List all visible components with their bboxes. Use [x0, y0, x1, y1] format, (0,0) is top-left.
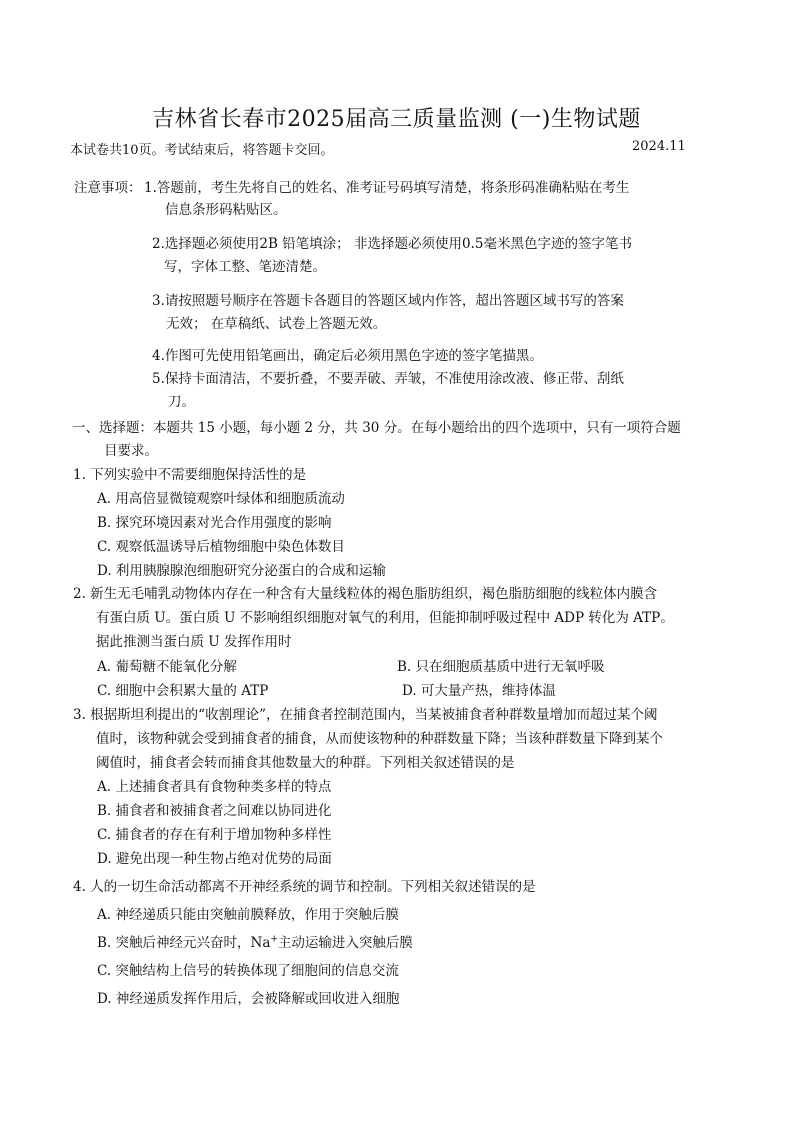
notice-item-1: 1.答题前，考生先将自己的姓名、准考证号码填写清楚，将条形码准确粘贴在考生: [144, 180, 630, 196]
notice-item-3: 3.请按照题号顺序在答题卡各题目的答题区域内作答，超出答题区域书写的答案: [152, 293, 624, 309]
question-3-option-c: C. 捕食者的存在有利于增加物种多样性: [97, 827, 332, 843]
page-title: 吉林省长春市2025届高三质量监测 (一)生物试题: [152, 107, 641, 132]
sodium-superscript: +: [270, 934, 278, 945]
question-2-stem-line1: 2. 新生无毛哺乳动物体内存在一种含有大量线粒体的褐色脂肪组织，褐色脂肪细胞的线粒体内膜含: [73, 586, 658, 602]
exam-date: 2024.11: [632, 139, 686, 154]
notice-item-1-cont: 信息条形码粘贴区。: [165, 202, 287, 218]
question-1-option-c: C. 观察低温诱导后植物细胞中染色体数目: [97, 539, 345, 555]
section-heading-cont: 目要求。: [104, 443, 158, 459]
question-4-option-d: D. 神经递质发挥作用后，会被降解或回收进入细胞: [97, 991, 400, 1007]
question-4-option-a: A. 神经递质只能由突触前膜释放，作用于突触后膜: [97, 907, 399, 923]
question-4-option-c: C. 突触结构上信号的转换体现了细胞间的信息交流: [97, 963, 399, 979]
exam-intro: 本试卷共10页。考试结束后，将答题卡交回。: [70, 143, 334, 158]
question-3-stem-line3: 阈值时，捕食者会转而捕食其他数量大的种群。下列相关叙述错误的是: [96, 755, 515, 771]
question-3-stem-line1: 3. 根据斯坦利提出的“收割理论”，在捕食者控制范围内，当某被捕食者种群数量增加而超过某个阈: [73, 707, 658, 723]
section-heading: 一、选择题：本题共 15 小题，每小题 2 分，共 30 分。在每小题给出的四个选项中，只有一项符合题: [72, 420, 681, 436]
question-4-option-b-text: B. 突触后神经元兴奋时，Na: [97, 935, 271, 951]
question-4-option-b: [97, 931, 413, 951]
question-2-option-c: C. 细胞中会积累大量的 ATP: [97, 683, 269, 699]
notice-item-2: 2.选择题必须使用2B 铅笔填涂； 非选择题必须使用0.5毫米黑色字迹的签字笔书: [152, 236, 632, 252]
question-4-option-b-rest: 主动运输进入突触后膜: [277, 935, 413, 951]
question-2-option-a: A. 葡萄糖不能氧化分解: [97, 659, 237, 675]
notice-item-5: 5.保持卡面清洁，不要折叠，不要弄破、弄皱，不准使用涂改液、修正带、刮纸: [152, 371, 624, 387]
question-2-stem-line3: 据此推测当蛋白质 U 发挥作用时: [96, 634, 292, 650]
notice-item-4: 4.作图可先使用铅笔画出，确定后必须用黑色字迹的签字笔描黑。: [152, 348, 543, 364]
notice-item-3-cont: 无效； 在草稿纸、试卷上答题无效。: [166, 316, 387, 332]
question-2-option-d: D. 可大量产热，维持体温: [402, 683, 556, 699]
question-4-stem: 4. 人的一切生命活动都离不开神经系统的调节和控制。下列相关叙述错误的是: [73, 879, 536, 895]
question-2-stem-line2: 有蛋白质 U。蛋白质 U 不影响组织细胞对氧气的利用，但能抑制呼吸过程中 ADP 转化为 ATP。: [96, 610, 674, 626]
question-1-stem: 1. 下列实验中不需要细胞保持活性的是: [73, 467, 307, 483]
question-3-stem-line2: 值时，该物种就会受到捕食者的捕食，从而使该物种的种群数量下降；当该种群数量下降到某个: [96, 731, 663, 747]
question-3-option-a: A. 上述捕食者具有食物种类多样的特点: [97, 779, 332, 795]
question-3-option-d: D. 避免出现一种生物占绝对优势的局面: [97, 851, 332, 867]
notice-label: 注意事项：: [74, 180, 142, 196]
question-2-option-b: B. 只在细胞质基质中进行无氧呼吸: [397, 659, 605, 675]
question-1-option-a: A. 用高倍显微镜观察叶绿体和细胞质流动: [97, 491, 345, 507]
question-1-option-d: D. 利用胰腺腺泡细胞研究分泌蛋白的合成和运输: [97, 563, 386, 579]
question-3-option-b: B. 捕食者和被捕食者之间难以协同进化: [97, 803, 332, 819]
notice-item-2-cont: 写，字体工整、笔迹清楚。: [164, 259, 326, 275]
notice-item-5-cont: 刀。: [168, 394, 195, 410]
question-1-option-b: B. 探究环境因素对光合作用强度的影响: [97, 515, 332, 531]
